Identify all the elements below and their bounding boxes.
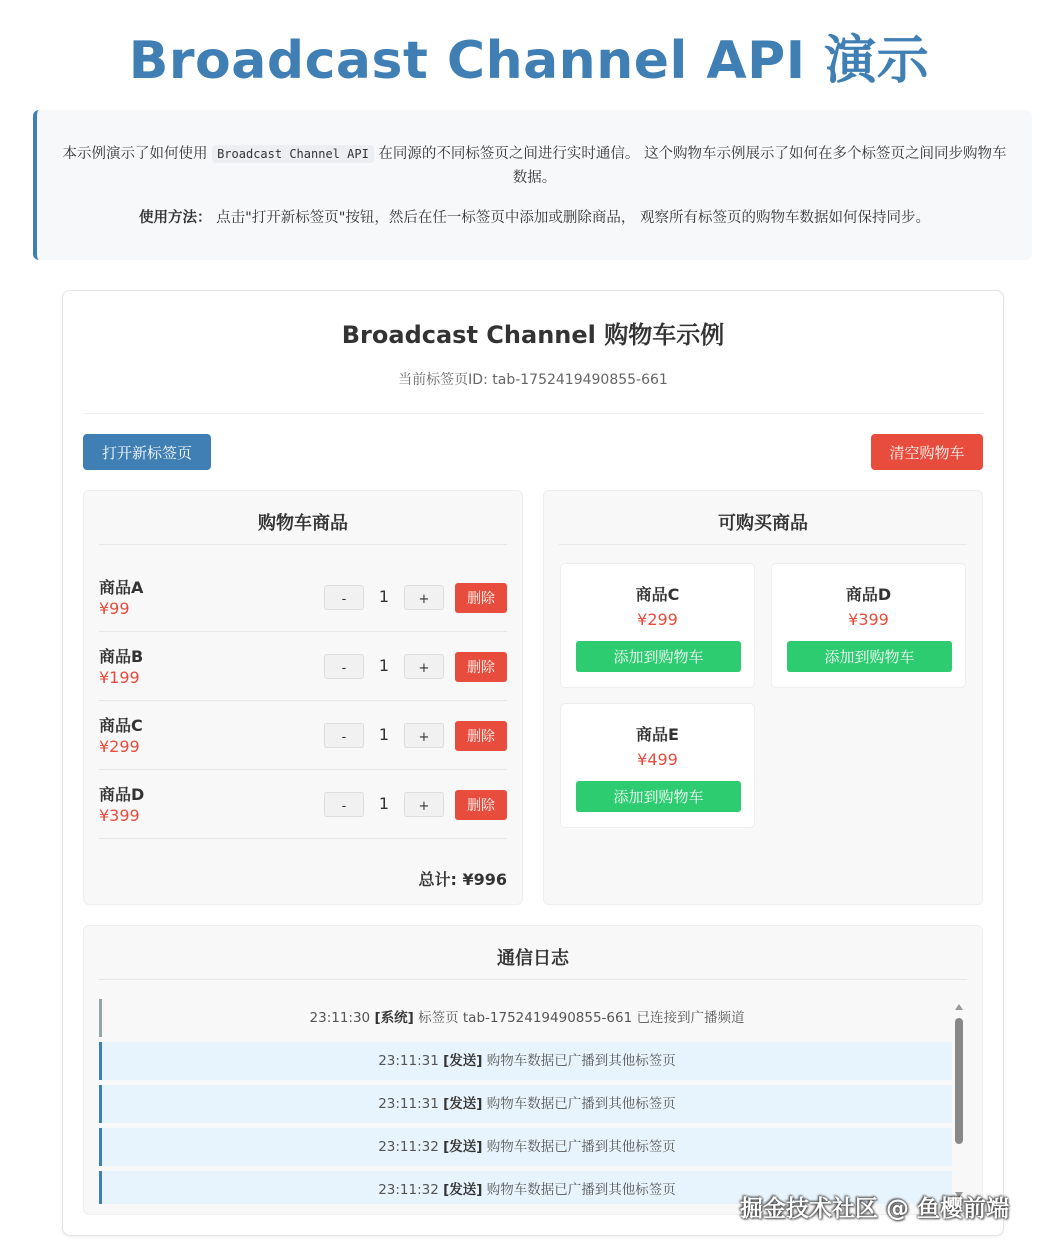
add-to-cart-button[interactable]: 添加到购物车 [576,641,741,672]
log-time: 23:11:30 [309,1010,371,1026]
delete-item-button[interactable]: 删除 [455,583,507,613]
log-text: 标签页 tab-1752419490855-661 已连接到广播频道 [418,1010,745,1026]
cart-item-quantity: 1 [378,794,390,813]
open-new-tab-button[interactable]: 打开新标签页 [83,434,211,470]
cart-item-name: 商品C [99,716,143,735]
log-time: 23:11:32 [378,1139,439,1155]
divider [559,544,967,545]
intro-text-after: 在同源的不同标签页之间进行实时通信。 这个购物车示例展示了如何在多个标签页之间同步购物车数据。 [378,146,1007,186]
log-text: 购物车数据已广播到其他标签页 [486,1182,676,1198]
usage-description: 点击"打开新标签页"按钮，然后在任一标签页中添加或删除商品， 观察所有标签页的购物车数据如何保持同步。 [216,210,931,226]
add-to-cart-button[interactable]: 添加到购物车 [787,641,952,672]
log-entry [99,1042,952,1080]
cart-item-price: ¥399 [99,806,140,825]
scrollbar-thumb[interactable] [955,1018,963,1144]
increase-quantity-button[interactable]: + [404,585,444,610]
cart-item-price: ¥199 [99,668,140,687]
cart-item [99,563,507,632]
products-panel-title: 可购买商品 [718,513,808,534]
decrease-quantity-button[interactable]: - [324,585,364,610]
divider [99,544,507,545]
cart-item-price: ¥99 [99,599,130,618]
log-tag: [发送] [443,1182,483,1198]
log-text: 购物车数据已广播到其他标签页 [486,1096,676,1112]
log-time: 23:11:31 [378,1096,439,1112]
cart-panel [83,490,523,905]
log-tag: [系统] [374,1010,414,1026]
divider [99,979,967,980]
increase-quantity-button[interactable]: + [404,792,444,817]
log-entry [99,1085,952,1123]
log-entry [99,999,952,1037]
log-time: 23:11:32 [378,1182,439,1198]
communication-log-panel [83,925,983,1215]
cart-item-quantity: 1 [378,725,390,744]
cart-item [99,632,507,701]
log-text: 购物车数据已广播到其他标签页 [486,1053,676,1069]
cart-panel-title: 购物车商品 [258,513,348,534]
card-title: Broadcast Channel 购物车示例 [341,321,725,349]
log-text: 购物车数据已广播到其他标签页 [486,1139,676,1155]
page-title: Broadcast Channel API 演示 [128,31,930,91]
intro-text [57,142,1012,190]
cart-item-quantity: 1 [378,587,390,606]
log-tag: [发送] [443,1096,483,1112]
cart-item [99,701,507,770]
delete-item-button[interactable]: 删除 [455,652,507,682]
product-name: 商品D [845,585,892,604]
cart-total: 总计: ¥996 [418,870,507,889]
intro-box [33,110,1032,260]
add-to-cart-button[interactable]: 添加到购物车 [576,781,741,812]
product-card [560,563,755,688]
cart-item-name: 商品A [99,578,144,597]
increase-quantity-button[interactable]: + [404,723,444,748]
cart-demo-card [62,290,1004,1236]
decrease-quantity-button[interactable]: - [324,654,364,679]
product-card [771,563,966,688]
tab-id-label: 当前标签页ID: tab-1752419490855-661 [398,372,668,388]
decrease-quantity-button[interactable]: - [324,723,364,748]
scroll-up-arrow-icon[interactable] [955,1004,963,1010]
clear-cart-button[interactable]: 清空购物车 [871,434,983,470]
log-entry [99,1128,952,1166]
log-tag: [发送] [443,1139,483,1155]
intro-text-before: 本示例演示了如何使用 [62,146,208,162]
delete-item-button[interactable]: 删除 [455,790,507,820]
product-price: ¥499 [637,750,678,769]
cart-item-name: 商品B [99,647,144,666]
product-price: ¥399 [848,610,889,629]
decrease-quantity-button[interactable]: - [324,792,364,817]
cart-item [99,770,507,839]
cart-item-price: ¥299 [99,737,140,756]
increase-quantity-button[interactable]: + [404,654,444,679]
product-price: ¥299 [637,610,678,629]
cart-item-quantity: 1 [378,656,390,675]
log-panel-title: 通信日志 [497,948,569,969]
product-name: 商品C [635,585,680,604]
product-name: 商品E [636,725,679,744]
log-tag: [发送] [443,1053,483,1069]
divider [83,413,983,414]
usage-text [57,206,1012,230]
log-scrollbar[interactable] [954,1004,964,1206]
log-list[interactable] [99,999,952,1204]
usage-label: 使用方法： [138,210,212,226]
product-card [560,703,755,828]
products-panel [543,490,983,905]
delete-item-button[interactable]: 删除 [455,721,507,751]
intro-code: Broadcast Channel API [212,145,374,163]
watermark: 掘金技术社区 @ 鱼樱前端 [740,1196,1010,1222]
cart-item-name: 商品D [99,785,145,804]
log-time: 23:11:31 [378,1053,439,1069]
